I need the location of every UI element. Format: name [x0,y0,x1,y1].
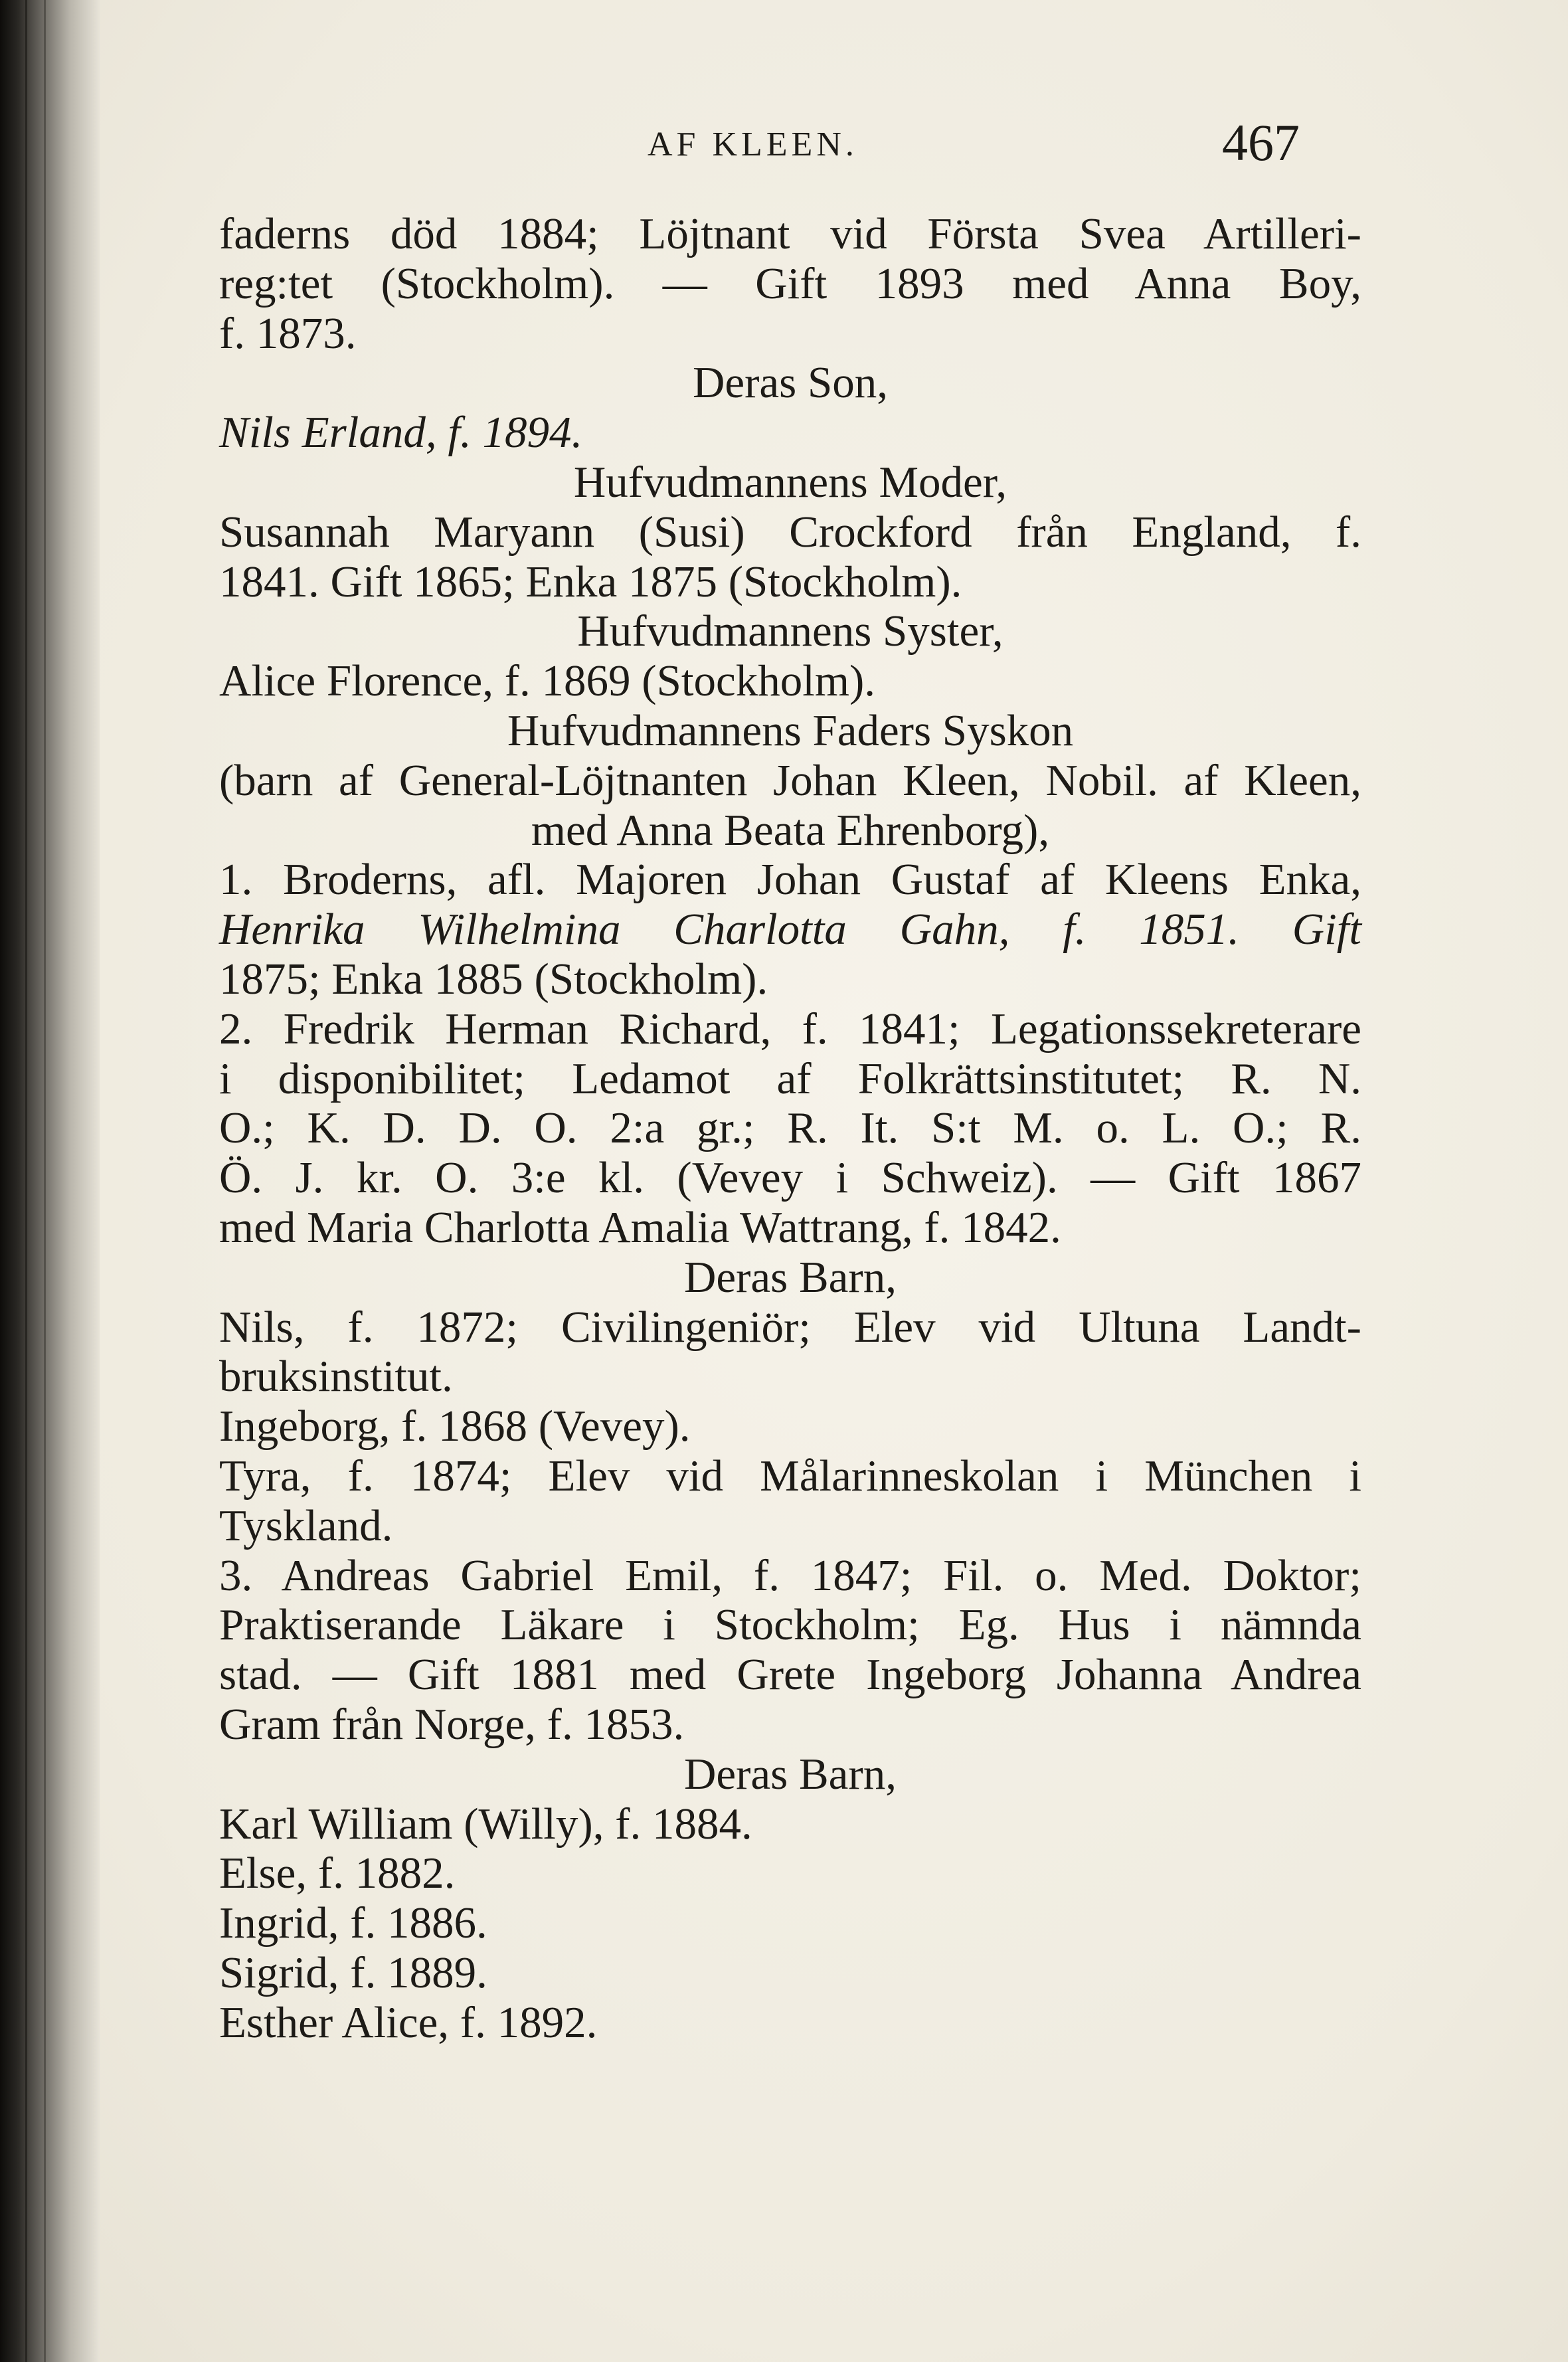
section-heading: Deras Barn, [684,1252,897,1302]
text-line: Ö. J. kr. O. 3:e kl. (Vevey i Schweiz). — Gift 1867 [219,1153,1361,1203]
text-line: 2. Fredrik Herman Richard, f. 1841; Legationssekreterare [219,1004,1361,1053]
section-heading: Hufvudmannens Syster, [577,606,1003,656]
text-line: Esther Alice, f. 1892. [219,1997,598,2047]
text-line: (barn af General-Löjtnanten Johan Kleen, Nobil. af Kleen, [219,755,1361,805]
text-line: med Maria Charlotta Amalia Wattrang, f. 1842. [219,1202,1061,1252]
text-line: O.; K. D. D. O. 2:a gr.; R. It. S:t M. o. L. O.; R. [219,1103,1361,1153]
spine-crease [44,0,46,2362]
text-line: Tyskland. [219,1500,393,1550]
running-title: AF KLEEN. [648,126,858,163]
text-line: i disponibilitet; Ledamot af Folkrättsinstitutet; R. N. [219,1053,1361,1103]
body-text [219,209,1361,2047]
text-line: Ingrid, f. 1886. [219,1898,487,1948]
text-line: Nils Erland, f. 1894. [219,408,583,458]
text-line: Ingeborg, f. 1868 (Vevey). [219,1402,691,1451]
page-header [0,113,1568,186]
section-heading: Deras Son, [692,358,888,408]
text-line: f. 1873. [219,308,357,358]
page-number: 467 [1222,114,1300,171]
section-heading: Hufvudmannens Moder, [573,457,1007,507]
text-line: Susannah Maryann (Susi) Crockford från England, f. [219,507,1361,557]
text-line: Sigrid, f. 1889. [219,1948,487,1997]
section-heading: Deras Barn, [684,1749,897,1799]
text-line: reg:tet (Stockholm). — Gift 1893 med Anna Boy, [219,258,1361,308]
text-line: 1875; Enka 1885 (Stockholm). [219,954,768,1004]
text-line: Karl William (Willy), f. 1884. [219,1799,752,1849]
text-line: Nils, f. 1872; Civilingeniör; Elev vid Ultuna Landt- [219,1302,1361,1352]
text-line: 3. Andreas Gabriel Emil, f. 1847; Fil. o. Med. Doktor; [219,1550,1361,1600]
text-line: 1841. Gift 1865; Enka 1875 (Stockholm). [219,557,962,606]
text-line: Tyra, f. 1874; Elev vid Målarinneskolan i München i [219,1451,1361,1500]
spine-crease [25,0,27,2362]
text-line: bruksinstitut. [219,1352,453,1402]
text-line: Henrika Wilhelmina Charlotta Gahn, f. 1851. Gift [219,905,1361,954]
text-line: Else, f. 1882. [219,1849,456,1898]
text-line: med Anna Beata Ehrenborg), [531,805,1050,855]
text-line: stad. — Gift 1881 med Grete Ingeborg Johanna Andrea [219,1650,1361,1700]
text-line: Gram från Norge, f. 1853. [219,1699,685,1749]
text-line: 1. Broderns, afl. Majoren Johan Gustaf af Kleens Enka, [219,855,1361,905]
text-line: Praktiserande Läkare i Stockholm; Eg. Hus i nämnda [219,1600,1361,1650]
book-spine-shadow [0,0,100,2362]
section-heading: Hufvudmannens Faders Syskon [507,705,1074,755]
text-line: Alice Florence, f. 1869 (Stockholm). [219,656,876,706]
text-line: faderns död 1884; Löjtnant vid Första Svea Artilleri- [219,209,1361,258]
